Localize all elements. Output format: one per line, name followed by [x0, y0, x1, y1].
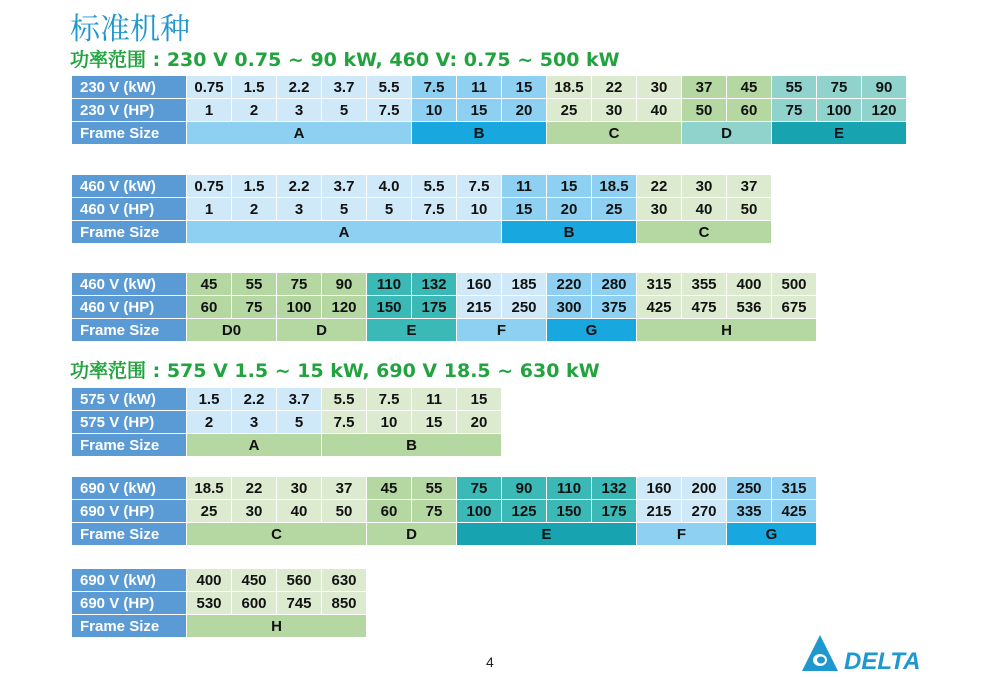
frame-cell: A: [187, 122, 412, 145]
hp-cell: 60: [367, 500, 412, 523]
table-row-hp: [72, 592, 367, 615]
kw-cell: 400: [187, 569, 232, 592]
kw-cell: 15: [502, 76, 547, 99]
hp-cell: 15: [412, 411, 457, 434]
hp-cell: 5: [277, 411, 322, 434]
hp-cell: 125: [502, 500, 547, 523]
row-header-kw: 575 V (kW): [72, 388, 187, 411]
kw-cell: 11: [412, 388, 457, 411]
kw-cell: 30: [277, 477, 322, 500]
row-header-frame: Frame Size: [72, 221, 187, 244]
kw-cell: 0.75: [187, 76, 232, 99]
frame-cell: D: [367, 523, 457, 546]
kw-cell: 22: [232, 477, 277, 500]
kw-cell: 500: [772, 273, 817, 296]
frame-cell: E: [457, 523, 637, 546]
hp-cell: 25: [547, 99, 592, 122]
hp-cell: 40: [682, 198, 727, 221]
kw-cell: 2.2: [232, 388, 277, 411]
hp-cell: 175: [592, 500, 637, 523]
power-range-subtitle-1: 功率范围 : 230 V 0.75 ~ 90 kW, 460 V: 0.75 ~ 500 kW: [70, 49, 620, 71]
hp-cell: 3: [277, 99, 322, 122]
hp-cell: 40: [277, 500, 322, 523]
frame-cell: G: [727, 523, 817, 546]
hp-cell: 2: [232, 198, 277, 221]
hp-cell: 100: [817, 99, 862, 122]
spec-table-230v: [71, 75, 907, 145]
kw-cell: 45: [187, 273, 232, 296]
frame-cell: E: [367, 319, 457, 342]
kw-cell: 15: [547, 175, 592, 198]
hp-cell: 15: [502, 198, 547, 221]
row-header-kw: 230 V (kW): [72, 76, 187, 99]
hp-cell: 30: [592, 99, 637, 122]
hp-cell: 10: [412, 99, 457, 122]
table-row-hp: [72, 296, 817, 319]
frame-cell: C: [547, 122, 682, 145]
kw-cell: 2.2: [277, 76, 322, 99]
row-header-frame: Frame Size: [72, 615, 187, 638]
kw-cell: 220: [547, 273, 592, 296]
frame-cell: G: [547, 319, 637, 342]
kw-cell: 75: [277, 273, 322, 296]
table-row-hp: [72, 411, 502, 434]
frame-cell: C: [637, 221, 772, 244]
kw-cell: 18.5: [592, 175, 637, 198]
hp-cell: 5: [367, 198, 412, 221]
hp-cell: 120: [322, 296, 367, 319]
kw-cell: 30: [682, 175, 727, 198]
table-row-frame: [72, 319, 817, 342]
kw-cell: 22: [637, 175, 682, 198]
hp-cell: 20: [502, 99, 547, 122]
kw-cell: 18.5: [187, 477, 232, 500]
hp-cell: 175: [412, 296, 457, 319]
kw-cell: 55: [232, 273, 277, 296]
hp-cell: 375: [592, 296, 637, 319]
row-header-kw: 690 V (kW): [72, 569, 187, 592]
kw-cell: 355: [682, 273, 727, 296]
table-row-kw: [72, 76, 907, 99]
table-row-frame: [72, 122, 907, 145]
delta-logo-icon: [800, 633, 926, 673]
kw-cell: 7.5: [367, 388, 412, 411]
hp-cell: 75: [412, 500, 457, 523]
row-header-frame: Frame Size: [72, 434, 187, 457]
row-header-hp: 575 V (HP): [72, 411, 187, 434]
page-number: 4: [486, 654, 494, 670]
kw-cell: 160: [637, 477, 682, 500]
table-row-kw: [72, 273, 817, 296]
kw-cell: 90: [322, 273, 367, 296]
frame-cell: B: [322, 434, 502, 457]
hp-cell: 3: [232, 411, 277, 434]
table-row-kw: [72, 569, 367, 592]
frame-cell: H: [637, 319, 817, 342]
kw-cell: 630: [322, 569, 367, 592]
hp-cell: 5: [322, 198, 367, 221]
kw-cell: 90: [862, 76, 907, 99]
kw-cell: 37: [682, 76, 727, 99]
kw-cell: 4.0: [367, 175, 412, 198]
page-title: 标准机种: [70, 12, 190, 47]
hp-cell: 50: [682, 99, 727, 122]
hp-cell: 215: [457, 296, 502, 319]
kw-cell: 450: [232, 569, 277, 592]
row-header-hp: 230 V (HP): [72, 99, 187, 122]
frame-cell: F: [457, 319, 547, 342]
table-row-kw: [72, 388, 502, 411]
frame-cell: E: [772, 122, 907, 145]
hp-cell: 75: [772, 99, 817, 122]
kw-cell: 2.2: [277, 175, 322, 198]
kw-cell: 5.5: [367, 76, 412, 99]
table-row-hp: [72, 500, 817, 523]
kw-cell: 315: [772, 477, 817, 500]
hp-cell: 10: [367, 411, 412, 434]
spec-table-460v-large: [71, 272, 817, 342]
kw-cell: 185: [502, 273, 547, 296]
frame-cell: D0: [187, 319, 277, 342]
table-row-frame: [72, 523, 817, 546]
kw-cell: 3.7: [322, 76, 367, 99]
kw-cell: 7.5: [412, 76, 457, 99]
table-row-frame: [72, 615, 367, 638]
spec-table-460v-small: [71, 174, 772, 244]
hp-cell: 30: [232, 500, 277, 523]
hp-cell: 20: [457, 411, 502, 434]
hp-cell: 150: [547, 500, 592, 523]
kw-cell: 55: [772, 76, 817, 99]
kw-cell: 250: [727, 477, 772, 500]
hp-cell: 3: [277, 198, 322, 221]
kw-cell: 280: [592, 273, 637, 296]
kw-cell: 3.7: [322, 175, 367, 198]
hp-cell: 75: [232, 296, 277, 319]
hp-cell: 425: [637, 296, 682, 319]
kw-cell: 160: [457, 273, 502, 296]
kw-cell: 75: [817, 76, 862, 99]
hp-cell: 7.5: [367, 99, 412, 122]
hp-cell: 215: [637, 500, 682, 523]
hp-cell: 150: [367, 296, 412, 319]
row-header-hp: 690 V (HP): [72, 592, 187, 615]
hp-cell: 600: [232, 592, 277, 615]
kw-cell: 75: [457, 477, 502, 500]
hp-cell: 675: [772, 296, 817, 319]
frame-cell: A: [187, 221, 502, 244]
hp-cell: 20: [547, 198, 592, 221]
hp-cell: 50: [727, 198, 772, 221]
kw-cell: 90: [502, 477, 547, 500]
kw-cell: 11: [502, 175, 547, 198]
frame-cell: B: [412, 122, 547, 145]
spec-table-690v: [71, 476, 817, 546]
hp-cell: 1: [187, 198, 232, 221]
hp-cell: 300: [547, 296, 592, 319]
kw-cell: 45: [727, 76, 772, 99]
frame-cell: C: [187, 523, 367, 546]
kw-cell: 315: [637, 273, 682, 296]
row-header-frame: Frame Size: [72, 319, 187, 342]
hp-cell: 40: [637, 99, 682, 122]
hp-cell: 120: [862, 99, 907, 122]
kw-cell: 37: [322, 477, 367, 500]
table-row-kw: [72, 477, 817, 500]
kw-cell: 15: [457, 388, 502, 411]
table-row-frame: [72, 221, 772, 244]
row-header-frame: Frame Size: [72, 122, 187, 145]
frame-cell: D: [277, 319, 367, 342]
kw-cell: 18.5: [547, 76, 592, 99]
kw-cell: 560: [277, 569, 322, 592]
row-header-hp: 690 V (HP): [72, 500, 187, 523]
kw-cell: 7.5: [457, 175, 502, 198]
row-header-kw: 690 V (kW): [72, 477, 187, 500]
hp-cell: 425: [772, 500, 817, 523]
table-row-hp: [72, 99, 907, 122]
hp-cell: 25: [592, 198, 637, 221]
table-row-hp: [72, 198, 772, 221]
hp-cell: 745: [277, 592, 322, 615]
hp-cell: 335: [727, 500, 772, 523]
table-row-frame: [72, 434, 502, 457]
kw-cell: 132: [412, 273, 457, 296]
kw-cell: 110: [547, 477, 592, 500]
kw-cell: 45: [367, 477, 412, 500]
hp-cell: 60: [727, 99, 772, 122]
hp-cell: 15: [457, 99, 502, 122]
hp-cell: 475: [682, 296, 727, 319]
kw-cell: 132: [592, 477, 637, 500]
hp-cell: 250: [502, 296, 547, 319]
delta-logo-text: DELTA: [844, 648, 921, 673]
kw-cell: 110: [367, 273, 412, 296]
kw-cell: 1.5: [232, 76, 277, 99]
hp-cell: 1: [187, 99, 232, 122]
frame-cell: F: [637, 523, 727, 546]
row-header-hp: 460 V (HP): [72, 296, 187, 319]
spec-table-690v-large: [71, 568, 367, 638]
frame-cell: H: [187, 615, 367, 638]
hp-cell: 100: [277, 296, 322, 319]
hp-cell: 10: [457, 198, 502, 221]
hp-cell: 50: [322, 500, 367, 523]
row-header-kw: 460 V (kW): [72, 175, 187, 198]
hp-cell: 60: [187, 296, 232, 319]
kw-cell: 1.5: [187, 388, 232, 411]
kw-cell: 5.5: [322, 388, 367, 411]
hp-cell: 100: [457, 500, 502, 523]
kw-cell: 400: [727, 273, 772, 296]
hp-cell: 7.5: [412, 198, 457, 221]
hp-cell: 2: [232, 99, 277, 122]
hp-cell: 850: [322, 592, 367, 615]
kw-cell: 55: [412, 477, 457, 500]
hp-cell: 530: [187, 592, 232, 615]
row-header-hp: 460 V (HP): [72, 198, 187, 221]
kw-cell: 11: [457, 76, 502, 99]
spec-table-575v: [71, 387, 502, 457]
kw-cell: 0.75: [187, 175, 232, 198]
kw-cell: 22: [592, 76, 637, 99]
row-header-frame: Frame Size: [72, 523, 187, 546]
kw-cell: 1.5: [232, 175, 277, 198]
kw-cell: 37: [727, 175, 772, 198]
power-range-subtitle-2: 功率范围 : 575 V 1.5 ~ 15 kW, 690 V 18.5 ~ 630 kW: [70, 360, 600, 382]
kw-cell: 30: [637, 76, 682, 99]
kw-cell: 5.5: [412, 175, 457, 198]
hp-cell: 7.5: [322, 411, 367, 434]
hp-cell: 536: [727, 296, 772, 319]
frame-cell: B: [502, 221, 637, 244]
frame-cell: A: [187, 434, 322, 457]
kw-cell: 3.7: [277, 388, 322, 411]
hp-cell: 25: [187, 500, 232, 523]
hp-cell: 30: [637, 198, 682, 221]
hp-cell: 5: [322, 99, 367, 122]
frame-cell: D: [682, 122, 772, 145]
hp-cell: 270: [682, 500, 727, 523]
hp-cell: 2: [187, 411, 232, 434]
table-row-kw: [72, 175, 772, 198]
row-header-kw: 460 V (kW): [72, 273, 187, 296]
kw-cell: 200: [682, 477, 727, 500]
